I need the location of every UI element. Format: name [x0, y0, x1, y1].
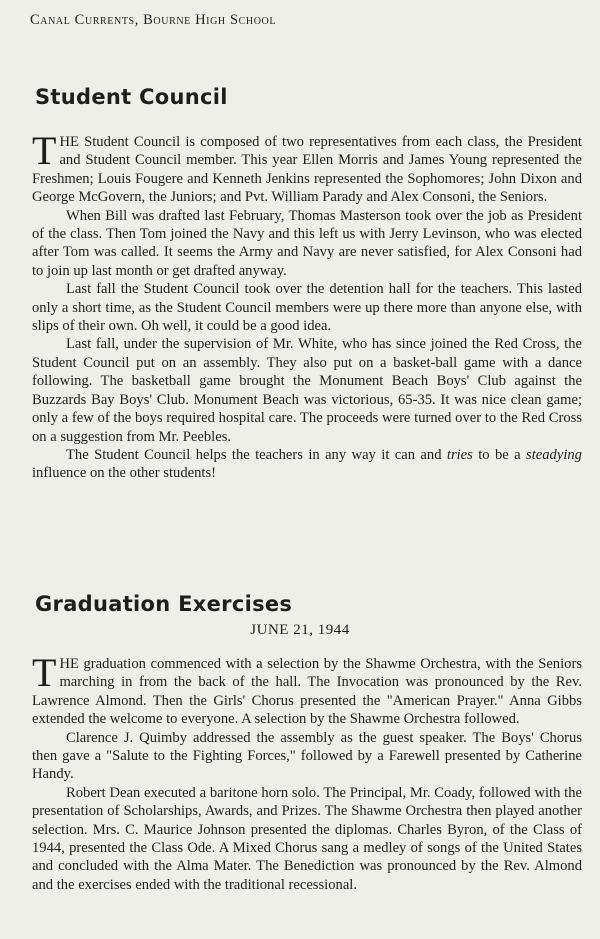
student-council-body [32, 128, 582, 483]
paragraph-text: to be a [472, 446, 527, 463]
paragraph-text: HE graduation commenced with a selection by the Shawme Orchestra, with the Seniors marching in from the back of the hall. The Invocation was pronounced by the Rev. Lawrence Almond. Then the Girls' Chorus presented the "American Prayer." Anna Gibbs extended the welcome to everyone. A selection by the Shawme Orchestra followed. [32, 656, 582, 728]
paragraph [32, 128, 582, 207]
emphasis: steadying [526, 446, 582, 463]
section-heading-graduation: Graduation Exercises [35, 592, 293, 616]
paragraph: When Bill was drafted last February, Thomas Masterson took over the job as President of the class. Then Tom joined the Navy and this left us with Jerry Levinson, who was elected after Tom was called. It seems the Army and Navy are never satisfied, for Alex Consoni had to join up last month or get drafted anyway. [32, 207, 582, 279]
drop-cap: T [32, 650, 57, 695]
paragraph [32, 446, 582, 483]
paragraph-text: HE Student Council is composed of two representatives from each class, the President and Student Council member. This year Ellen Morris and James Young represented the Freshmen; Louis Fougere and Kenneth Jenkins represented the Sophomores; John Dixon and George McGovern, the Juniors; and Pvt. William Parady and Alex Consoni, the Seniors. [32, 134, 582, 206]
paragraph: Clarence J. Quimby addressed the assembly as the guest speaker. The Boys' Chorus then gave a "Salute to the Fighting Forces," followed by a Farewell presented by Catherine Handy. [32, 729, 582, 783]
paragraph: Last fall, under the supervision of Mr. White, who has since joined the Red Cross, the Student Council put on an assembly. They also put on a basket-ball game with a dance following. The basketball game brought the Monument Beach Boys' Club against the Buzzards Bay Boys' Club. Monument Beach was victorious, 65-35. It was nice clean game; only a few of the boys required hospital care. The proceeds were turned over to the Red Cross on a suggestion from Mr. Peebles. [32, 336, 582, 445]
paragraph: Last fall the Student Council took over the detention hall for the teachers. This lasted only a short time, as the Student Council members were up there more than anyone else, with slips of their own. Oh well, it could be a good idea. [32, 281, 582, 335]
graduation-body [32, 650, 582, 894]
paragraph-text: influence on the other students! [32, 465, 216, 482]
event-date: JUNE 21, 1944 [250, 622, 350, 638]
paragraph: Robert Dean executed a baritone horn solo. The Principal, Mr. Coady, followed with the presentation of Scholarships, Awards, and Prizes. The Shawme Orchestra then played another selection. Mrs. C. Maurice Johnson presented the diplomas. Charles Byron, of the Class of 1944, presented the Class Ode. A Mixed Chorus sang a medley of songs of the United States and concluded with the Alma Mater. The Benediction was pronounced by the Rev. Almond and the exercises ended with the traditional recessional. [32, 784, 582, 893]
emphasis: tries [446, 446, 473, 463]
paragraph-text: The Student Council helps the teachers in any way it can and [66, 446, 447, 463]
running-header: Canal Currents, Bourne High School [30, 12, 277, 28]
paragraph [32, 650, 582, 729]
drop-cap: T [32, 128, 57, 173]
section-heading-student-council: Student Council [35, 85, 228, 109]
